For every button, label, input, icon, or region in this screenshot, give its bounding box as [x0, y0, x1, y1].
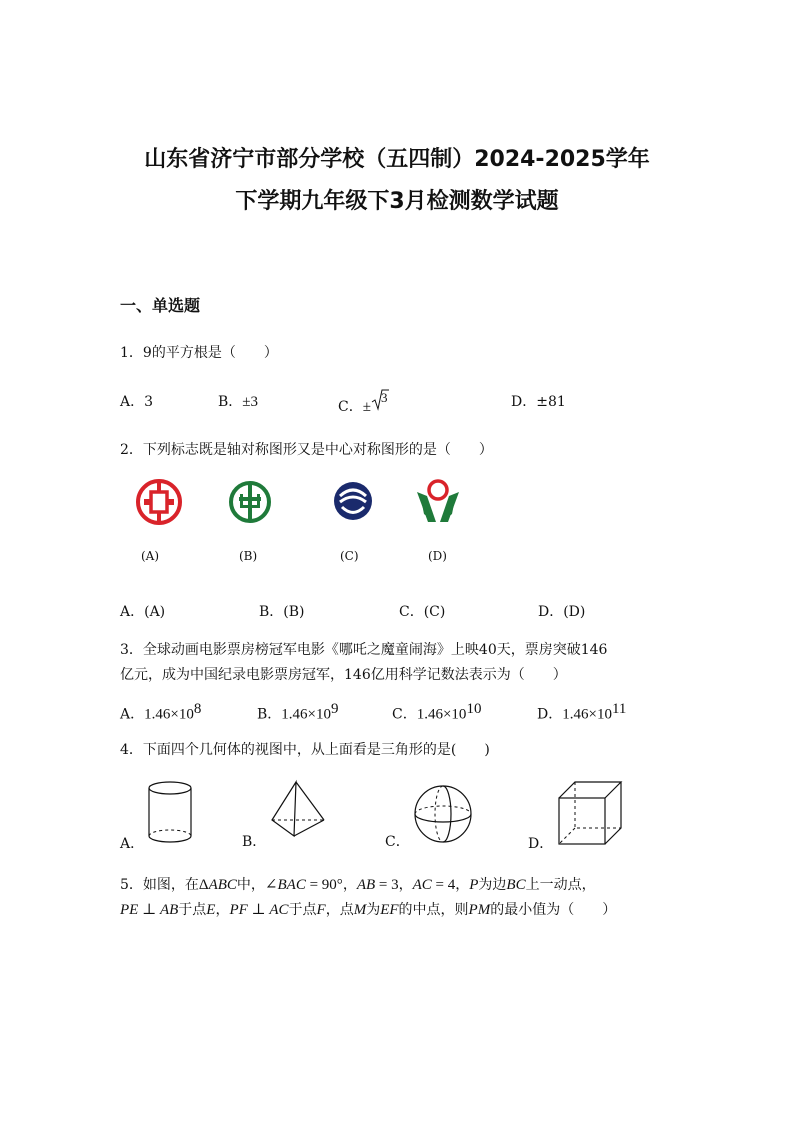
q1-option-c-prefix: C．: [338, 399, 363, 415]
q5-math: EF: [380, 902, 399, 918]
q3-option-a-prefix: A．: [120, 706, 145, 723]
q3-option-d: [537, 701, 626, 724]
q5-text: ，: [215, 902, 230, 918]
q5-math: Δ: [198, 877, 209, 893]
q5-text: ，: [455, 877, 470, 893]
logo-c-icon: [330, 480, 376, 522]
logo-caption-b: (B): [239, 549, 258, 563]
q2-option-d: D．(D): [538, 604, 586, 620]
q5-math: AB: [356, 877, 376, 893]
q5-math: M: [353, 902, 367, 918]
logo-caption-d: (D): [428, 549, 447, 563]
q5-text: 为: [366, 902, 381, 918]
q2-stem: 2．下列标志既是轴对称图形又是中心对称图形的是（ ）: [120, 442, 493, 458]
cube-icon: [555, 780, 625, 846]
q3-option-b-prefix: B．: [257, 706, 282, 723]
q5-text: 的中点，则: [398, 902, 469, 918]
section-heading: 一、单选题: [120, 296, 201, 315]
q4-option-a-label: A．: [120, 836, 145, 852]
sphere-icon: [413, 784, 475, 846]
q5-text: ，: [398, 877, 413, 893]
q3-option-c-base: 1.46×10: [416, 706, 467, 723]
q5-math: ⊥: [247, 902, 270, 918]
q5-math: ⊥: [138, 902, 160, 918]
logo-b-icon: [227, 479, 273, 525]
q1-option-b-value: ±3: [242, 394, 259, 410]
pyramid-icon: [268, 780, 330, 840]
q3-option-a-exp: 8: [193, 701, 202, 717]
q5-math: P: [469, 877, 479, 893]
q1-option-c-pm: ±: [362, 399, 371, 415]
q5-text: 为边: [478, 877, 507, 893]
q3-option-a: [120, 701, 201, 724]
q3-option-b-base: 1.46×10: [281, 706, 332, 723]
q5-text: 于点: [178, 902, 207, 918]
q3-option-d-base: 1.46×10: [562, 706, 612, 723]
q5-text: 5．如图，在: [120, 877, 199, 893]
q5-math: E: [206, 902, 216, 918]
q1-option-a: A．3: [120, 394, 154, 410]
q3-option-b-exp: 9: [331, 701, 339, 717]
q5-math: BC: [506, 877, 526, 893]
q5-math: PF: [229, 902, 248, 918]
logo-d-icon: [414, 478, 462, 526]
q2-option-a: A．(A): [120, 604, 166, 620]
q3-option-d-exp: 11: [611, 701, 627, 717]
q3-option-c-exp: 10: [466, 701, 482, 717]
q1-option-b: [218, 391, 258, 411]
logo-caption-c: (C): [340, 549, 359, 563]
q3-stem-line2: 亿元，成为中国纪录电影票房冠军，146亿用科学记数法表示为（ ）: [120, 667, 567, 683]
q3-stem-line1: 3．全球动画电影票房榜冠军电影《哪吒之魔童闹海》上映40天，票房突破146: [120, 642, 608, 658]
q1-option-c-radicand: 3: [380, 390, 388, 405]
q1-option-d: D．±81: [511, 394, 566, 410]
q5-text: ，: [342, 877, 357, 893]
q5-math: PM: [468, 902, 491, 918]
q5-text: ，点: [325, 902, 354, 918]
q1-option-b-prefix: B．: [218, 394, 243, 410]
q5-math: = 3: [375, 877, 399, 893]
q5-math: ABC: [208, 877, 237, 893]
q5-math: AB: [159, 902, 179, 918]
q4-option-b-label: B．: [242, 834, 267, 850]
q5-math: PE: [120, 902, 139, 918]
page-title-line1: 山东省济宁市部分学校（五四制）2024-2025学年: [144, 147, 650, 172]
q5-math: ∠: [264, 877, 278, 893]
q3-option-a-base: 1.46×10: [144, 706, 194, 723]
q5-math: AC: [269, 902, 289, 918]
q5-math: = 90°: [305, 877, 343, 893]
q5-math: F: [316, 902, 326, 918]
q5-math: BAC: [277, 877, 306, 893]
q3-option-c: [392, 701, 481, 724]
q5-text: 上一动点，: [525, 877, 596, 893]
q1-option-c: [338, 390, 389, 416]
q4-stem: 4．下面四个几何体的视图中，从上面看是三角形的是( ): [120, 742, 490, 758]
q1-stem: 1．9的平方根是（ ）: [120, 345, 278, 361]
cylinder-icon: [145, 780, 195, 846]
q3-option-b: [257, 701, 339, 724]
q5-text: 于点: [288, 902, 317, 918]
q4-option-d-label: D．: [528, 836, 554, 852]
q5-math: AC: [412, 877, 432, 893]
q2-option-b: B．(B): [259, 604, 305, 620]
q3-option-c-prefix: C．: [392, 706, 417, 723]
q3-option-d-prefix: D．: [537, 706, 563, 723]
page-title-line2: 下学期九年级下3月检测数学试题: [235, 189, 559, 214]
logo-a-icon: [134, 477, 184, 527]
q5-stem-line2: [120, 899, 616, 919]
q5-math: = 4: [431, 877, 456, 893]
sqrt-icon: [371, 390, 389, 413]
q5-text: 中，: [236, 877, 265, 893]
q4-option-c-label: C．: [385, 834, 410, 850]
q5-text: 的最小值为（ ）: [490, 902, 617, 918]
q5-stem-line1: [120, 874, 596, 894]
logo-caption-a: (A): [141, 549, 160, 563]
q2-option-c: C．(C): [399, 604, 446, 620]
